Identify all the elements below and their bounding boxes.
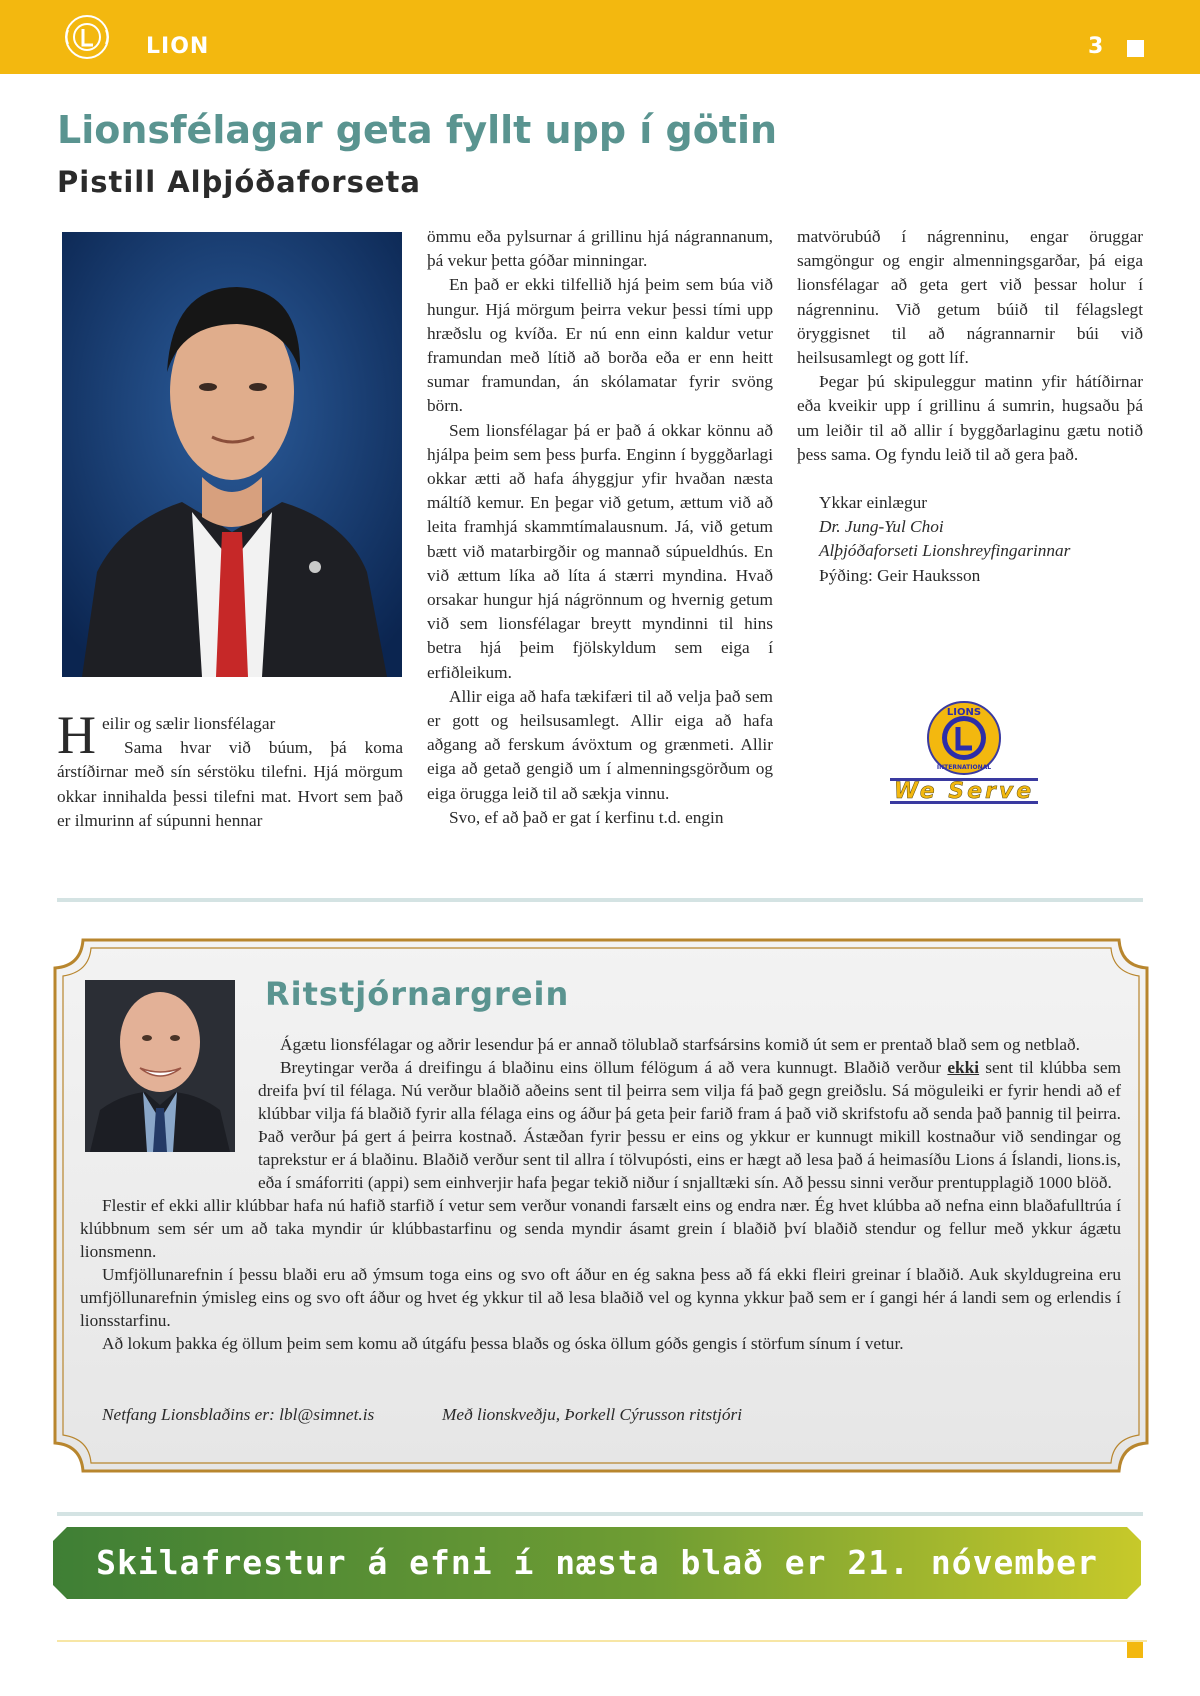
paragraph-text: Flestir ef ekki allir klúbbar hafa nú hafið starfið í vetur sem verður vonandi farsælt eins og endra nær. Ég hvet klúbba að nefna einn blaðafulltrúa í klúbbnum sem sér um að taka myndir úr klúbbastarfinu og senda myndir ásamt grein í blaðið því blaðið stendur og fellur með ykkur ágætu lionsmenn.	[80, 1196, 1121, 1261]
editorial-body	[80, 1033, 1121, 1355]
paragraph-text: Allir eiga að hafa tækifæri til að velja það sem er gott og heilsusamlegt. Allir eiga að hafa aðgang að ferskum ávöxtum og grænmeti. Allir eiga að getað gengið um í almenningsgörðum og eiga örugga leið til að sækja vinnu.	[427, 686, 773, 803]
author-role: Alþjóðaforseti Lionshreyfingarinnar	[819, 541, 1071, 561]
article-title: Lionsfélagar geta fyllt upp í götin	[57, 108, 778, 152]
paragraph-text: Ágætu lionsfélagar og aðrir lesendur þá er annað tölublað starfsársins komið út sem er prentað blað sem og netblað.	[280, 1035, 1081, 1054]
footer-rule	[57, 1640, 1147, 1642]
editorial-title: Ritstjórnargrein	[265, 975, 570, 1013]
drop-cap: H	[57, 705, 96, 765]
page-number: 3	[1088, 34, 1104, 59]
lions-logo-icon	[64, 14, 110, 60]
article-column-1	[57, 705, 403, 833]
signoff: Ykkar einlægur	[819, 493, 927, 513]
section-divider	[57, 1512, 1143, 1516]
svg-text:INTERNATIONAL: INTERNATIONAL	[936, 764, 992, 771]
paragraph-text: Breytingar verða á dreifingu á blaðinu eins öllum félögum á að vera kunnugt. Blaðið verður ekki sent til klúbba sem dreifa því til félaga. Nú verður blaðið aðeins sent til þeirra sem vilja fá það gegn greiðslu. Sá möguleiki er fyrir hendi að ef klúbbar vilja fá blaðið fyrir alla félaga eins og áður þá geta þeir farið fram á það við skrifstofu að senda það þannig til þeirra. Það verður þá gert á þeirra kostnað. Ástæðan fyrir þessu er eins og ykkur er kunnugt mikill kostnaður við sendingar og taprekstur er á blaðinu. Blaðið verður sent til allra í tölvupósti, eins er hægt að lesa það á heimasíðu Lions á Íslandi, lions.is, eða í smáforriti (appi) sem einhverjir hafa þegar tekið niður í snjalltæki sín. Að þessu sinni verður prentupplagið 1000 blöð.	[258, 1058, 1121, 1192]
paragraph-text: En það er ekki tilfellið hjá þeim sem búa við hungur. Hjá mörgum þeirra vekur þessi tími upp hræðslu og kvíða. Er nú enn einn kaldur vetur framundan með lítið að borða eða er enn heitt sumar framundan, án skólamatar fyrir svöng börn.	[427, 275, 773, 416]
section-divider	[57, 898, 1143, 902]
footer-square-marker	[1127, 1642, 1143, 1658]
article-column-2	[427, 225, 773, 830]
paragraph-text: Þegar þú skipuleggur matinn yfir hátíðirnar eða kveikir upp í grillinu á sumrin, hugsaðu þá um leiðir til að allir í byggðarlaginu gætu notið þess sama. Og fyndu leið til að gera það.	[797, 372, 1143, 464]
magazine-label: LION	[146, 34, 210, 59]
paragraph-text: Sama hvar við búum, þá koma árstíðirnar með sín sérstöku tilefni. Hjá mörgum okkar innihalda þessi tilefni mat. Hvort sem það er ilmurinn af súpunni hennar	[57, 738, 403, 830]
editorial-closing: Með lionskveðju, Þorkell Cýrusson ritstjóri	[442, 1405, 742, 1424]
paragraph-text: matvörubúð í nágrenninu, engar öruggar samgöngur og engir almenningsgarðar, þá eiga lionsfélagar að geta gert við þessar holur í nágrenninu. Við getum búið til félagslegt öryggisnet til að nágrannarnir búi við heilsusamlegt og gott líf.	[797, 227, 1143, 368]
header-square-marker	[1127, 40, 1144, 57]
svg-text:LIONS: LIONS	[946, 707, 982, 718]
svg-text:We Serve: We Serve	[893, 779, 1035, 804]
salutation: Heilir og sælir lionsfélagar Sama hvar við búum, þá koma árstíðirnar með sín sérstöku tilefni. Hjá mörgum okkar innihalda þessi tilefni mat. Hvort sem það er ilmurinn af súpunni hennar	[57, 705, 403, 830]
translator-credit: Þýðing: Geir Hauksson	[819, 565, 981, 585]
lions-we-serve-logo	[888, 700, 1040, 806]
author-name: Dr. Jung-Yul Choi	[819, 517, 944, 537]
editorial-email: Netfang Lionsblaðins er: lbl@simnet.is	[102, 1405, 375, 1424]
paragraph-text: Að lokum þakka ég öllum þeim sem komu að útgáfu þessa blaðs og óska öllum góðs gengis í störfum sínum í vetur.	[102, 1334, 904, 1353]
paragraph-text: Umfjöllunarefnin í þessu blaði eru að ýmsum toga eins og svo oft áður en ég sakna þess að fá ekki fleiri greinar í blaðið. Auk skyldugreina eru umfjöllunarefnin ýmisleg eins og svo oft áður og hvet ég ykkur til að lesa blaðið vel og kynna ykkur það sem er í gangi hér á landi sem og erlendis í lionsstarfinu.	[80, 1265, 1121, 1330]
article-subtitle: Pistill Alþjóðaforseta	[57, 165, 421, 199]
paragraph-text: Svo, ef að það er gat í kerfinu t.d. engin	[449, 807, 724, 827]
paragraph-text: Sem lionsfélagar þá er það á okkar könnu að hjálpa þeim sem þess þurfa. Enginn í byggðarlagi okkar ætti að hafa áhyggjur yfir hvaðan næsta máltíð kemur. En þegar við getum, ættum við að leita framhjá skammtímalausnum. Já, við getum bætt við matarbirgðir og mannað súpueldhús. En við ættum líka að líta á stærri myndina. Hvað orsakar hungur hjá nágrönnum og hvernig getum við sem lionsfélagar breytt myndinni til hins betra hjá þeim fjölskyldum sem eiga í erfiðleikum.	[427, 420, 773, 682]
article-column-3	[797, 225, 1143, 588]
deadline-text: Skilafrestur á efni í næsta blað er 21. nóvember	[96, 1543, 1098, 1582]
president-portrait	[62, 232, 402, 677]
emphasis-not: ekki	[947, 1058, 980, 1077]
paragraph-text: ömmu eða pylsurnar á grillinu hjá nágrannanum, þá vekur þetta góðar minningar.	[427, 227, 773, 271]
